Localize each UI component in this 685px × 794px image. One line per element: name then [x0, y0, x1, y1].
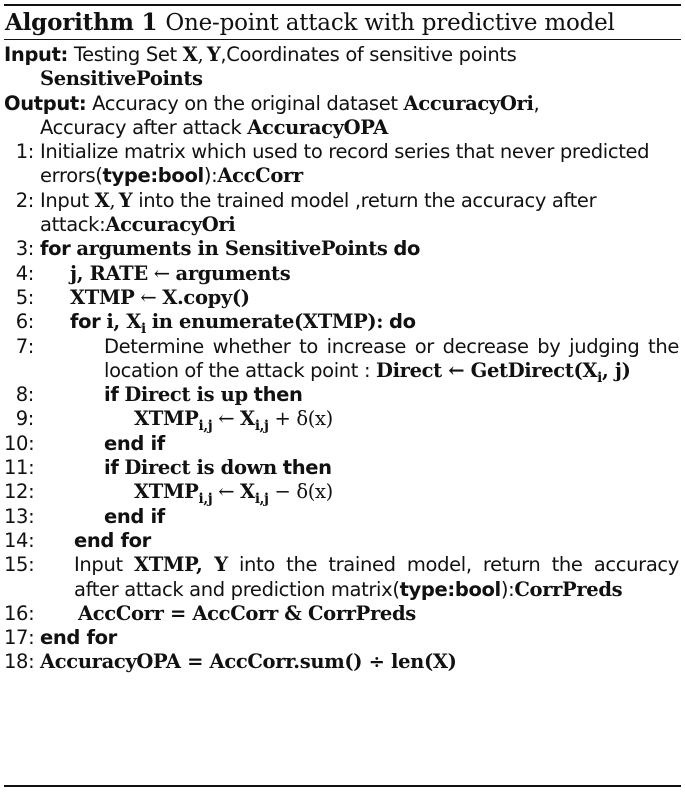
- sensitive-points-var: SensitivePoints: [40, 67, 203, 91]
- step-10: 10: end if: [4, 431, 165, 455]
- input-line: Input: Testing Set X, Y,Coordinates of sensitive points SensitivePoints: [4, 43, 517, 91]
- step-9: 9: $XTMP_{i,j}$ ← $X_{i,j} + \delta(x)$: [15, 407, 333, 435]
- algorithm-body: [4, 40, 681, 675]
- step-17: 17: end for: [4, 626, 117, 650]
- step-7: 7: Determine whether to increase or decrease by judging the location of the attack point : Direct ← $GetDirect(X_i$, j): [15, 334, 679, 386]
- step-15: 15: Input XTMP, Y into the trained model, return the accuracy after attack and prediction matrix(type:bool):CorrPreds: [4, 553, 679, 601]
- step-4: 4: j, RATE ← arguments: [15, 261, 291, 285]
- step-5: 5: XTMP ← X.copy(): [15, 285, 250, 309]
- step-1: 1: Initialize matrix which used to record series that never predicted errors(type:bool):AccCorr: [15, 140, 650, 188]
- step-2: 2: Input X, Y into the trained model ,return the accuracy after attack:AccuracyOri: [15, 188, 597, 237]
- step-6: 6: for i, $X_i$ in enumerate(XTMP): do: [15, 310, 416, 338]
- step-12: 12: $XTMP_{i,j}$ ← $X_{i,j} - \delta(x)$: [4, 480, 333, 508]
- step-11: 11: if Direct is down then: [4, 456, 332, 480]
- step-16: 16: AccCorr = AccCorr & CorrPreds: [4, 601, 416, 625]
- step-18: 18: AccuracyOPA = AccCorr.sum() ÷ len(X): [4, 650, 457, 674]
- algorithm-caption: [4, 6, 681, 39]
- step-14: 14: end for: [4, 528, 151, 552]
- algorithm-block: [4, 4, 681, 675]
- step-3: 3: for arguments in SensitivePoints do: [15, 237, 421, 261]
- step-8: 8: if Direct is up then: [15, 383, 303, 407]
- bottom-rule: [4, 785, 681, 787]
- output-line: Output: Accuracy on the original dataset AccuracyOri, Accuracy after attack AccuracyOPA: [4, 91, 540, 139]
- step-13: 13: end if: [4, 504, 165, 528]
- caption-label: Algorithm 1: [5, 9, 158, 36]
- caption-title: One-point attack with predictive model: [165, 9, 615, 36]
